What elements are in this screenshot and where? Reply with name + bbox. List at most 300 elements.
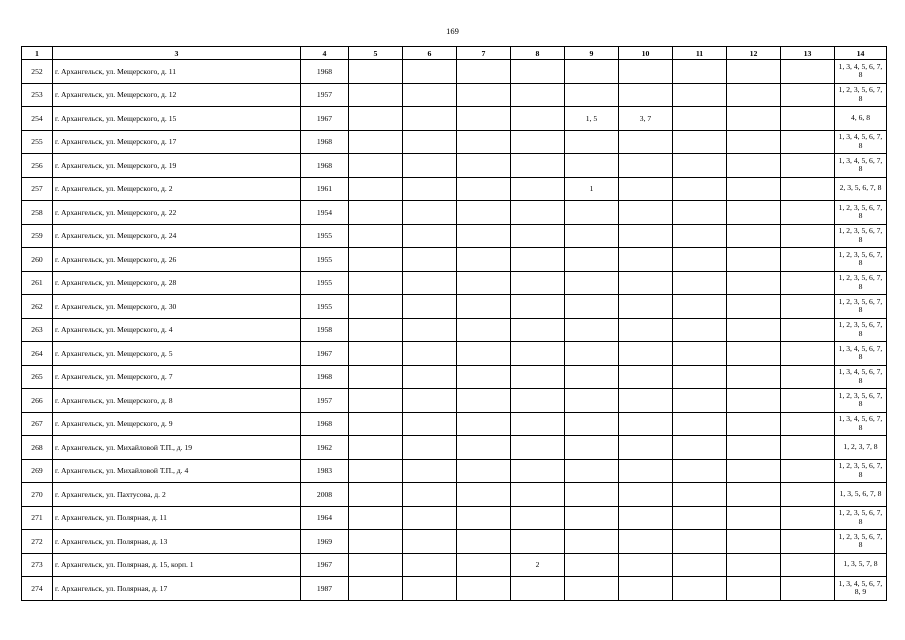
table-row <box>22 365 887 389</box>
table-cell <box>349 530 403 554</box>
row-number-cell: 254 <box>22 107 53 131</box>
table-row <box>22 271 887 295</box>
table-cell <box>565 459 619 483</box>
table-cell <box>673 154 727 178</box>
year-cell: 1962 <box>301 436 349 460</box>
table-cell <box>403 224 457 248</box>
address-cell: г. Архангельск, ул. Мещерского, д. 17 <box>53 130 301 154</box>
table-cell <box>403 154 457 178</box>
table-cell <box>727 130 781 154</box>
housing-table <box>21 46 887 601</box>
table-cell <box>511 130 565 154</box>
table-cell <box>565 60 619 84</box>
year-cell: 1968 <box>301 130 349 154</box>
table-cell <box>349 224 403 248</box>
year-cell: 1987 <box>301 577 349 601</box>
table-cell <box>403 248 457 272</box>
address-cell: г. Архангельск, ул. Мещерского, д. 8 <box>53 389 301 413</box>
table-cell <box>619 412 673 436</box>
table-cell <box>349 201 403 225</box>
table-cell <box>511 224 565 248</box>
table-cell <box>673 60 727 84</box>
table-cell <box>673 201 727 225</box>
row-number-cell: 266 <box>22 389 53 413</box>
table-cell <box>673 342 727 366</box>
row-number-cell: 268 <box>22 436 53 460</box>
table-cell <box>565 342 619 366</box>
column-header: 3 <box>53 47 301 60</box>
table-cell <box>403 107 457 131</box>
table-cell <box>349 506 403 530</box>
address-cell: г. Архангельск, ул. Мещерского, д. 19 <box>53 154 301 178</box>
table-row <box>22 436 887 460</box>
table-cell <box>781 271 835 295</box>
table-cell <box>457 201 511 225</box>
table-cell: 1, 2, 3, 5, 6, 7, 8 <box>835 506 887 530</box>
table-cell <box>511 318 565 342</box>
table-cell <box>619 318 673 342</box>
table-row <box>22 318 887 342</box>
address-cell: г. Архангельск, ул. Мещерского, д. 2 <box>53 177 301 201</box>
address-cell: г. Архангельск, ул. Полярная, д. 13 <box>53 530 301 554</box>
address-cell: г. Архангельск, ул. Полярная, д. 17 <box>53 577 301 601</box>
table-cell <box>511 342 565 366</box>
address-cell: г. Архангельск, ул. Мещерского, д. 24 <box>53 224 301 248</box>
table-cell <box>457 483 511 507</box>
address-cell: г. Архангельск, ул. Мещерского, д. 12 <box>53 83 301 107</box>
table-cell <box>457 224 511 248</box>
table-cell <box>673 459 727 483</box>
table-cell <box>457 271 511 295</box>
year-cell: 1964 <box>301 506 349 530</box>
table-cell <box>511 60 565 84</box>
table-cell <box>457 412 511 436</box>
table-cell <box>565 130 619 154</box>
table-cell <box>457 107 511 131</box>
table-cell <box>565 154 619 178</box>
table-cell <box>781 389 835 413</box>
table-cell: 1, 3, 4, 5, 6, 7, 8 <box>835 365 887 389</box>
table-cell <box>403 530 457 554</box>
table-cell <box>727 459 781 483</box>
table-cell <box>511 389 565 413</box>
year-cell: 1967 <box>301 342 349 366</box>
table-cell <box>619 553 673 577</box>
table-cell <box>511 436 565 460</box>
table-cell <box>619 506 673 530</box>
table-cell <box>673 83 727 107</box>
table-cell <box>781 412 835 436</box>
table-cell <box>457 248 511 272</box>
column-header: 8 <box>511 47 565 60</box>
table-body <box>22 60 887 601</box>
address-cell: г. Архангельск, ул. Мещерского, д. 7 <box>53 365 301 389</box>
table-cell <box>511 248 565 272</box>
table-cell <box>349 130 403 154</box>
year-cell: 1983 <box>301 459 349 483</box>
table-cell <box>403 577 457 601</box>
table-cell <box>781 177 835 201</box>
table-cell <box>673 248 727 272</box>
table-cell <box>349 107 403 131</box>
table-cell <box>511 577 565 601</box>
table-cell: 1, 2, 3, 5, 6, 7, 8 <box>835 318 887 342</box>
table-cell <box>349 295 403 319</box>
table-cell <box>781 248 835 272</box>
table-row <box>22 130 887 154</box>
table-cell <box>403 483 457 507</box>
table-cell <box>781 318 835 342</box>
table-cell <box>727 60 781 84</box>
row-number-cell: 252 <box>22 60 53 84</box>
row-number-cell: 259 <box>22 224 53 248</box>
table-cell <box>619 177 673 201</box>
year-cell: 1955 <box>301 224 349 248</box>
table-cell <box>403 459 457 483</box>
table-cell <box>511 459 565 483</box>
table-cell <box>403 318 457 342</box>
row-number-cell: 264 <box>22 342 53 366</box>
table-cell <box>457 60 511 84</box>
row-number-cell: 258 <box>22 201 53 225</box>
table-cell <box>565 506 619 530</box>
table-cell <box>403 271 457 295</box>
table-cell <box>349 459 403 483</box>
table-cell <box>349 83 403 107</box>
table-row <box>22 342 887 366</box>
table-cell: 3, 7 <box>619 107 673 131</box>
column-header: 12 <box>727 47 781 60</box>
table-row <box>22 389 887 413</box>
table-cell <box>619 459 673 483</box>
table-row <box>22 412 887 436</box>
year-cell: 1957 <box>301 83 349 107</box>
table-cell <box>349 177 403 201</box>
table-cell <box>457 130 511 154</box>
table-cell <box>565 577 619 601</box>
year-cell: 1955 <box>301 271 349 295</box>
row-number-cell: 261 <box>22 271 53 295</box>
table-cell <box>349 154 403 178</box>
table-cell <box>727 389 781 413</box>
table-cell <box>457 389 511 413</box>
table-cell <box>727 577 781 601</box>
table-cell <box>511 107 565 131</box>
table-cell: 1, 3, 4, 5, 6, 7, 8 <box>835 342 887 366</box>
year-cell: 1967 <box>301 107 349 131</box>
table-cell <box>565 436 619 460</box>
address-cell: г. Архангельск, ул. Мещерского, д. 15 <box>53 107 301 131</box>
table-cell <box>457 459 511 483</box>
table-cell <box>673 224 727 248</box>
address-cell: г. Архангельск, ул. Михайловой Т.П., д. 4 <box>53 459 301 483</box>
row-number-cell: 271 <box>22 506 53 530</box>
address-cell: г. Архангельск, ул. Мещерского, д. 5 <box>53 342 301 366</box>
table-cell <box>727 107 781 131</box>
table-cell <box>565 83 619 107</box>
table-cell <box>349 389 403 413</box>
address-cell: г. Архангельск, ул. Мещерского, д. 26 <box>53 248 301 272</box>
table-cell <box>457 154 511 178</box>
table-cell <box>673 365 727 389</box>
table-cell <box>673 412 727 436</box>
year-cell: 1954 <box>301 201 349 225</box>
table-cell <box>727 530 781 554</box>
table-cell <box>727 318 781 342</box>
address-cell: г. Архангельск, ул. Полярная, д. 15, корп. 1 <box>53 553 301 577</box>
table-cell <box>619 530 673 554</box>
table-row <box>22 248 887 272</box>
table-cell <box>781 342 835 366</box>
table-cell <box>727 553 781 577</box>
table-cell <box>457 295 511 319</box>
column-header: 14 <box>835 47 887 60</box>
table-cell <box>403 365 457 389</box>
table-row <box>22 553 887 577</box>
table-row <box>22 107 887 131</box>
table-row <box>22 201 887 225</box>
table-cell <box>565 295 619 319</box>
table-row <box>22 83 887 107</box>
table-cell <box>781 530 835 554</box>
table-cell <box>565 483 619 507</box>
table-cell <box>565 318 619 342</box>
year-cell: 1968 <box>301 154 349 178</box>
column-header: 5 <box>349 47 403 60</box>
row-number-cell: 273 <box>22 553 53 577</box>
page-number: 169 <box>446 26 459 36</box>
table-cell <box>619 365 673 389</box>
table-cell <box>781 483 835 507</box>
table-cell <box>673 506 727 530</box>
table-cell <box>727 154 781 178</box>
row-number-cell: 257 <box>22 177 53 201</box>
table-cell <box>727 365 781 389</box>
table-cell <box>403 295 457 319</box>
table-cell: 1, 5 <box>565 107 619 131</box>
table-cell <box>511 530 565 554</box>
table-cell <box>403 83 457 107</box>
table-cell <box>565 201 619 225</box>
table-cell <box>781 83 835 107</box>
table-row <box>22 295 887 319</box>
table-cell: 4, 6, 8 <box>835 107 887 131</box>
table-cell <box>403 506 457 530</box>
row-number-cell: 274 <box>22 577 53 601</box>
table-cell <box>781 60 835 84</box>
table-cell: 1, 2, 3, 5, 6, 7, 8 <box>835 530 887 554</box>
table-cell <box>781 107 835 131</box>
table-cell <box>619 83 673 107</box>
table-cell <box>349 436 403 460</box>
address-cell: г. Архангельск, ул. Мещерского, д. 11 <box>53 60 301 84</box>
table-cell <box>619 224 673 248</box>
table-cell <box>457 553 511 577</box>
table-cell <box>673 389 727 413</box>
table-cell <box>619 154 673 178</box>
table-cell <box>565 248 619 272</box>
table-cell: 1, 2, 3, 5, 6, 7, 8 <box>835 271 887 295</box>
table-cell <box>619 60 673 84</box>
table-cell <box>673 530 727 554</box>
table-cell: 2 <box>511 553 565 577</box>
table-cell <box>727 83 781 107</box>
table-cell <box>727 201 781 225</box>
address-cell: г. Архангельск, ул. Мещерского, д. 30 <box>53 295 301 319</box>
table-cell <box>349 248 403 272</box>
table-row <box>22 224 887 248</box>
table-cell <box>673 483 727 507</box>
table-cell <box>511 271 565 295</box>
table-cell <box>349 577 403 601</box>
row-number-cell: 262 <box>22 295 53 319</box>
table-cell <box>619 295 673 319</box>
table-cell <box>781 224 835 248</box>
column-header: 11 <box>673 47 727 60</box>
table-cell: 1, 2, 3, 5, 6, 7, 8 <box>835 83 887 107</box>
table-cell <box>457 318 511 342</box>
table-cell <box>511 506 565 530</box>
table-cell <box>457 177 511 201</box>
table-cell <box>727 295 781 319</box>
table-cell <box>349 553 403 577</box>
table-cell <box>673 130 727 154</box>
column-header: 9 <box>565 47 619 60</box>
table-cell <box>457 83 511 107</box>
table-cell <box>619 483 673 507</box>
table-cell <box>457 342 511 366</box>
table-cell <box>403 342 457 366</box>
table-cell <box>781 295 835 319</box>
table-cell <box>349 365 403 389</box>
table-cell <box>673 436 727 460</box>
row-number-cell: 269 <box>22 459 53 483</box>
table-cell <box>781 365 835 389</box>
table-row <box>22 177 887 201</box>
year-cell: 1968 <box>301 365 349 389</box>
year-cell: 1968 <box>301 60 349 84</box>
address-cell: г. Архангельск, ул. Мещерского, д. 22 <box>53 201 301 225</box>
table-cell <box>565 553 619 577</box>
table-cell <box>781 154 835 178</box>
table-row <box>22 154 887 178</box>
address-cell: г. Архангельск, ул. Мещерского, д. 4 <box>53 318 301 342</box>
table-cell <box>727 436 781 460</box>
table-cell: 1, 2, 3, 7, 8 <box>835 436 887 460</box>
table-cell <box>403 177 457 201</box>
table-cell <box>727 506 781 530</box>
table-cell <box>403 436 457 460</box>
table-row <box>22 530 887 554</box>
table-cell <box>457 577 511 601</box>
table-cell <box>781 553 835 577</box>
table-cell <box>619 389 673 413</box>
table-cell <box>727 224 781 248</box>
table-cell <box>403 412 457 436</box>
table-cell <box>349 342 403 366</box>
table-cell <box>349 60 403 84</box>
table-cell <box>511 412 565 436</box>
table-cell <box>727 412 781 436</box>
address-cell: г. Архангельск, ул. Мещерского, д. 9 <box>53 412 301 436</box>
column-header: 10 <box>619 47 673 60</box>
table-cell: 1, 3, 4, 5, 6, 7, 8 <box>835 130 887 154</box>
table-cell <box>403 389 457 413</box>
table-cell <box>673 295 727 319</box>
table-cell: 1, 3, 5, 6, 7, 8 <box>835 483 887 507</box>
table-cell <box>727 248 781 272</box>
row-number-cell: 272 <box>22 530 53 554</box>
table-cell <box>511 201 565 225</box>
table-cell <box>349 483 403 507</box>
table-cell <box>457 506 511 530</box>
table-cell <box>457 530 511 554</box>
column-header: 6 <box>403 47 457 60</box>
table-cell <box>727 177 781 201</box>
table-cell <box>619 436 673 460</box>
table-cell <box>619 342 673 366</box>
column-header: 4 <box>301 47 349 60</box>
table-cell <box>565 389 619 413</box>
year-cell: 1969 <box>301 530 349 554</box>
row-number-cell: 265 <box>22 365 53 389</box>
row-number-cell: 267 <box>22 412 53 436</box>
year-cell: 2008 <box>301 483 349 507</box>
table-cell: 1, 2, 3, 5, 6, 7, 8 <box>835 248 887 272</box>
column-header: 1 <box>22 47 53 60</box>
table-cell: 1, 2, 3, 5, 6, 7, 8 <box>835 224 887 248</box>
table-cell: 1, 3, 5, 7, 8 <box>835 553 887 577</box>
table-cell <box>457 436 511 460</box>
table-cell <box>727 483 781 507</box>
table-cell <box>673 271 727 295</box>
address-cell: г. Архангельск, ул. Пахтусова, д. 2 <box>53 483 301 507</box>
table-row <box>22 577 887 601</box>
table-cell <box>781 459 835 483</box>
table-row <box>22 506 887 530</box>
table-cell <box>619 577 673 601</box>
table-cell <box>349 412 403 436</box>
table-cell <box>673 107 727 131</box>
table-cell <box>781 130 835 154</box>
table-cell <box>673 553 727 577</box>
table-cell <box>565 365 619 389</box>
table-cell <box>565 412 619 436</box>
table-cell <box>511 483 565 507</box>
year-cell: 1958 <box>301 318 349 342</box>
year-cell: 1967 <box>301 553 349 577</box>
table-cell <box>619 271 673 295</box>
table-cell: 1, 2, 3, 5, 6, 7, 8 <box>835 295 887 319</box>
table-cell: 1, 2, 3, 5, 6, 7, 8 <box>835 389 887 413</box>
table-cell: 1, 2, 3, 5, 6, 7, 8 <box>835 201 887 225</box>
year-cell: 1961 <box>301 177 349 201</box>
year-cell: 1957 <box>301 389 349 413</box>
table-cell <box>511 295 565 319</box>
table-cell <box>619 201 673 225</box>
table-cell <box>781 506 835 530</box>
table-cell: 1 <box>565 177 619 201</box>
table-cell <box>511 83 565 107</box>
column-header: 7 <box>457 47 511 60</box>
row-number-cell: 256 <box>22 154 53 178</box>
table-row <box>22 60 887 84</box>
table-cell <box>511 365 565 389</box>
year-cell: 1955 <box>301 248 349 272</box>
table-cell <box>403 201 457 225</box>
table-cell <box>619 130 673 154</box>
table-cell <box>565 271 619 295</box>
